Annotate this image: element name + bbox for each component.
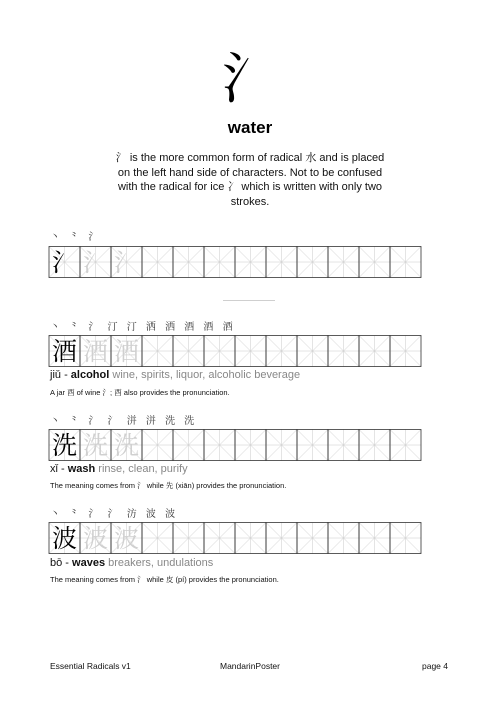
entry-3-stroke-order: 丶 ⺀ 氵 氵 汸 波 波	[50, 509, 179, 520]
entry-2-cell	[328, 430, 359, 461]
entry-1-trace-char: 酒	[113, 337, 140, 366]
entry-3-pinyin: bō	[50, 557, 63, 569]
entry-2-note: The meaning comes from 氵 while 先 (xiān) provides the pronunciation.	[50, 481, 287, 490]
entry-3-definition	[50, 557, 213, 569]
entry-3-cell	[328, 523, 359, 554]
footer-brand: MandarinPoster	[219, 661, 280, 671]
entry-3-cell	[173, 523, 204, 554]
entry-2-cell	[297, 430, 328, 461]
radical-cell	[266, 247, 297, 278]
entry-3-word: waves	[72, 557, 106, 569]
radical-model-char: 氵	[51, 248, 78, 277]
radical-stroke-order: 丶 ⺀ 氵	[50, 232, 102, 243]
radical-practice-grid	[48, 246, 448, 278]
entry-3-trace-char: 波	[113, 524, 140, 553]
radical-cell	[142, 247, 173, 278]
intro-text-1: is the more common form of radical	[126, 152, 306, 164]
entry-2-pinyin: xǐ	[50, 463, 58, 475]
entry-1-pinyin: jiǔ	[50, 369, 62, 381]
entry-1-cell	[359, 336, 390, 367]
entry-1-definition	[50, 369, 300, 381]
entry-2-stroke-order: 丶 ⺀ 氵 氵 洴 洴 洗 洗	[50, 416, 198, 427]
entry-3-practice-grid	[48, 522, 448, 554]
entry-1-word: alcohol	[70, 369, 110, 381]
radical-cell	[328, 247, 359, 278]
entry-3-trace-char: 波	[82, 524, 109, 553]
intro-text-2: and is placed on the left hand side of characters. Not to be confused with the radical for ice	[117, 152, 385, 193]
entry-1-cell	[204, 336, 235, 367]
radical-title: water	[227, 118, 273, 137]
entry-2-cell	[235, 430, 266, 461]
entry-3-model-char: 波	[51, 524, 78, 553]
radical-cell	[390, 247, 421, 278]
radical-cell	[204, 247, 235, 278]
entry-2-cell	[173, 430, 204, 461]
entry-3-cell	[204, 523, 235, 554]
entry-2-model-char: 洗	[51, 431, 78, 460]
entry-1-cell	[235, 336, 266, 367]
entry-2-cell	[142, 430, 173, 461]
entry-3-cell	[297, 523, 328, 554]
intro-water-char: 水	[305, 151, 317, 164]
entry-3-cell	[235, 523, 266, 554]
entry-1-cell	[173, 336, 204, 367]
entry-3-sep: -	[62, 557, 73, 569]
footer-doc-title: Essential Radicals v1	[50, 661, 131, 671]
radical-cell	[297, 247, 328, 278]
radical-cell	[359, 247, 390, 278]
intro-ice-radical: 冫	[227, 180, 239, 193]
entry-2-cell	[359, 430, 390, 461]
intro-radical: 氵	[115, 151, 127, 164]
radical-trace-char: 氵	[113, 248, 140, 277]
entry-1-cell	[390, 336, 421, 367]
entry-1-gloss: wine, spirits, liquor, alcoholic beverage	[109, 369, 301, 381]
section-divider	[223, 300, 275, 301]
footer-page-number: page 4	[422, 661, 448, 671]
entry-3-cell	[142, 523, 173, 554]
entry-3-cell	[390, 523, 421, 554]
entry-2-trace-char: 洗	[113, 431, 140, 460]
entry-2-gloss: rinse, clean, purify	[95, 463, 188, 475]
entry-1-model-char: 酒	[51, 337, 78, 366]
entry-1-practice-grid	[48, 335, 448, 367]
entry-1-cell	[142, 336, 173, 367]
entry-2-cell	[390, 430, 421, 461]
entry-1-stroke-order: 丶 ⺀ 氵 汀 汀 洒 洒 酒 酒 酒	[50, 322, 236, 333]
radical-cell	[235, 247, 266, 278]
entry-2-trace-char: 洗	[82, 431, 109, 460]
entry-2-cell	[204, 430, 235, 461]
entry-2-definition	[50, 463, 188, 475]
entry-1-cell	[328, 336, 359, 367]
entry-3-gloss: breakers, undulations	[105, 557, 214, 569]
intro-text-3: which is written with only two strokes.	[230, 181, 383, 208]
entry-3-cell	[359, 523, 390, 554]
entry-1-trace-char: 酒	[82, 337, 109, 366]
entry-1-note: A jar 酉 of wine 氵; 酉 also provides the pronunciation.	[50, 388, 230, 397]
radical-intro	[110, 151, 390, 209]
entry-1-cell	[297, 336, 328, 367]
radical-glyph: 氵	[222, 47, 278, 112]
entry-2-sep: -	[57, 463, 68, 475]
entry-1-sep: -	[61, 369, 71, 381]
entry-2-cell	[266, 430, 297, 461]
entry-2-practice-grid	[48, 429, 448, 461]
entry-3-note: The meaning comes from 氵 while 皮 (pí) provides the pronunciation.	[50, 575, 279, 584]
radical-trace-char: 氵	[82, 248, 109, 277]
entry-1-cell	[266, 336, 297, 367]
radical-cell	[173, 247, 204, 278]
entry-3-cell	[266, 523, 297, 554]
entry-2-word: wash	[67, 463, 96, 475]
